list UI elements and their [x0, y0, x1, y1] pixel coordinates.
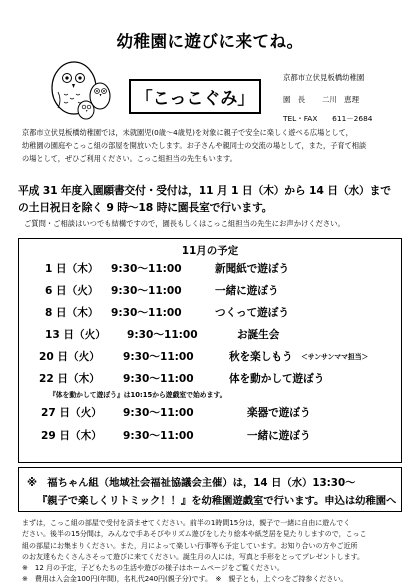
schedule-date: 20 日（火）: [39, 351, 100, 363]
schedule-heading: 11月の予定: [181, 245, 239, 257]
schedule-time: 9:30～11:00: [127, 329, 198, 341]
footer-line: 組の部屋にお集まりください。また，月によって楽しい行事等も予定しています。お知り合いの方やご近所: [22, 541, 358, 550]
footer-line: ※ 費用は入会金100円(年間)，名札代240円(親子分)です。 ※ 親子とも，上ぐつをご持参ください。: [22, 575, 348, 584]
schedule-time: 9:30～11:00: [123, 430, 194, 442]
footer-line: のお友達もたくさんさそって遊びに来てください。誕生月の人には，写真と手形をとってプレゼントします。: [22, 552, 365, 561]
intro-line: 幼稚園の園庭やこっこ組の部屋を開放いたします。お子さんや親同士の交流の場として，また，子育て相談: [22, 141, 367, 150]
fuku-chan-notice: [18, 467, 402, 512]
program-name: 「こっこぐみ」: [135, 89, 255, 109]
principal-name: 二川 恵理: [322, 95, 359, 104]
schedule-note: ＜サンサンママ担当＞: [301, 353, 369, 361]
intro-paragraph: [22, 126, 400, 165]
admission-notice-line1: 平成 31 年度入園願書交付・受付は，11 月 1 日（木）から 14 日（水）まで: [18, 184, 391, 197]
owl-family-illustration: [44, 54, 114, 120]
schedule-activity: 新聞紙で遊ぼう: [215, 263, 290, 275]
schedule-date: 13 日（火）: [45, 329, 106, 341]
schedule-time: 9:30～11:00: [123, 373, 194, 385]
footer-line: ださい。後半の15分間は，みんなで手あそびやリズム遊びをしたり絵本や紙芝居を見たりしますので，こっこ: [22, 530, 367, 539]
principal-role: 園 長: [283, 95, 306, 104]
schedule-activity: 体を動かして遊ぼう: [229, 373, 325, 385]
page-title: 幼稚園に遊びに来てね。: [116, 32, 304, 51]
footer-line: ※ 12 月の予定，子どもたちの生活や遊びの様子はホームページをご覧ください。: [22, 564, 284, 573]
schedule-date: 29 日（木）: [41, 430, 102, 442]
schedule-date: 6 日（火）: [45, 285, 99, 297]
schedule-activity: 一緒に遊ぼう: [215, 285, 279, 297]
schedule-time: 9:30～11:00: [111, 307, 182, 319]
schedule-activity: 一緒に遊ぼう: [247, 430, 311, 442]
tel-fax: TEL・FAX 611－2684: [283, 114, 373, 123]
program-name-box: [129, 79, 261, 114]
schedule-date: 27 日（火）: [41, 407, 102, 419]
schedule-time: 9:30～11:00: [123, 407, 194, 419]
schedule-activity: 楽器で遊ぼう: [247, 407, 311, 419]
fuku-notice-line1: ※ 福ちゃん組（地域社会福祉協議会主催）は，14 日（水）13:30～: [27, 477, 356, 489]
schedule-activity: つくって遊ぼう: [215, 307, 289, 319]
fuku-notice-line2: 『親子で楽しくリトミック！！』を幼稚園遊戯室で行います。申込は幼稚園へ: [37, 495, 397, 507]
schedule-date: 22 日（木）: [39, 373, 100, 385]
schedule-activity: お誕生会: [237, 329, 280, 341]
schedule-date: 1 日（木）: [45, 263, 99, 275]
schedule-time: 9:30～11:00: [111, 285, 182, 297]
schedule-time: 9:30～11:00: [123, 351, 194, 363]
school-name: 京都市立伏見板橋幼稚園: [283, 73, 365, 82]
schedule-box: [18, 238, 402, 463]
admission-notice-line2: の土日祝日を除く 9 時～18 時に園長室で行います。: [18, 201, 273, 214]
intro-line: の場として，ぜひご利用ください。こっこ組担当の先生もいます。: [22, 154, 237, 163]
schedule-activity: 秋を楽しもう: [229, 351, 293, 363]
schedule-date: 8 日（木）: [45, 307, 99, 319]
footer-notes: [22, 518, 402, 586]
intro-line: 京都市立伏見板橋幼稚園では，未就園児(0歳～4歳児)を対象に親子で安全に楽しく遊べる広場として，: [22, 128, 353, 137]
schedule-footnote: 『体を動かして遊ぼう』は10:15から遊戯室で始めます。: [49, 391, 227, 399]
schedule-time: 9:30～11:00: [111, 263, 182, 275]
footer-line: まずは，こっこ組の部屋で受付を済ませてください。前半の1時間15分は，親子で一緒に自由に遊んでく: [22, 519, 351, 527]
consultation-note: ご質問・ご相談はいつでも結構ですので，園長もしくはこっこ組担当の先生にお声かけください。: [24, 219, 345, 228]
